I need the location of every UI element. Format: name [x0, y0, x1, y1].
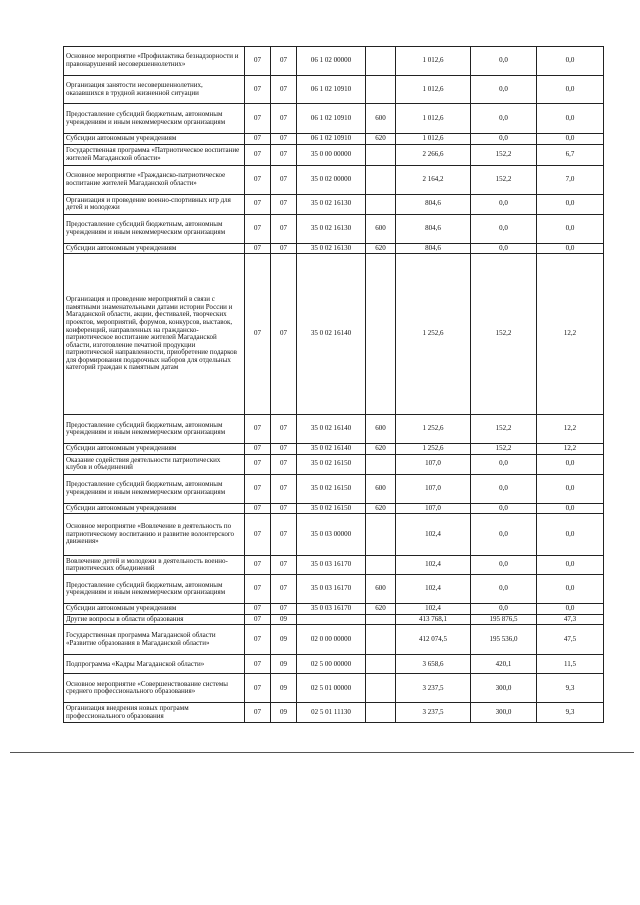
cell-planned: 1 012,6 [396, 76, 471, 104]
table-row [64, 144, 604, 165]
cell-target-article: 35 0 03 16170 [297, 556, 366, 575]
cell-expense-type [366, 703, 396, 723]
cell-target-article: 35 0 02 16140 [297, 254, 366, 415]
cell-section: 07 [245, 604, 271, 615]
cell-expense-type: 600 [366, 474, 396, 503]
cell-executed: 152,2 [471, 415, 537, 444]
cell-name: Подпрограмма «Кадры Магаданской области» [64, 655, 245, 674]
cell-subsection: 07 [271, 134, 297, 145]
cell-percent: 0,0 [537, 474, 604, 503]
cell-percent: 47,5 [537, 625, 604, 655]
cell-executed: 300,0 [471, 703, 537, 723]
table-row [64, 254, 604, 415]
cell-name: Государственная программа Магаданской области «Развитие образования в Магаданской области» [64, 625, 245, 655]
cell-expense-type: 620 [366, 604, 396, 615]
cell-name: Субсидии автономным учреждениям [64, 134, 245, 145]
cell-percent: 9,3 [537, 674, 604, 703]
cell-section: 07 [245, 194, 271, 214]
cell-name: Другие вопросы в области образования [64, 614, 245, 625]
cell-percent: 12,2 [537, 415, 604, 444]
cell-percent: 6,7 [537, 144, 604, 165]
cell-planned: 102,4 [396, 604, 471, 615]
cell-name: Предоставление субсидий бюджетным, автономным учреждениям и иным некоммерческим организациям [64, 214, 245, 243]
cell-expense-type [366, 254, 396, 415]
cell-executed: 0,0 [471, 243, 537, 254]
cell-percent: 0,0 [537, 503, 604, 514]
cell-executed: 0,0 [471, 104, 537, 134]
cell-name: Основное мероприятие «Гражданско-патриотическое воспитание жителей Магаданской области» [64, 165, 245, 194]
cell-planned: 2 266,6 [396, 144, 471, 165]
cell-expense-type: 620 [366, 503, 396, 514]
cell-name: Организация и проведение военно-спортивных игр для детей и молодежи [64, 194, 245, 214]
cell-planned: 107,0 [396, 503, 471, 514]
cell-subsection: 07 [271, 454, 297, 474]
cell-target-article: 35 0 02 16130 [297, 194, 366, 214]
cell-subsection: 07 [271, 165, 297, 194]
cell-target-article: 35 0 03 00000 [297, 514, 366, 556]
cell-section: 07 [245, 134, 271, 145]
cell-planned: 3 237,5 [396, 703, 471, 723]
cell-name: Основное мероприятие «Профилактика безнадзорности и правонарушений несовершеннолетних» [64, 47, 245, 76]
cell-section: 07 [245, 674, 271, 703]
cell-planned: 804,6 [396, 214, 471, 243]
table-row [64, 703, 604, 723]
cell-subsection: 07 [271, 104, 297, 134]
cell-name: Оказание содействия деятельности патриотических клубов и объединений [64, 454, 245, 474]
cell-subsection: 07 [271, 444, 297, 455]
cell-executed: 152,2 [471, 254, 537, 415]
cell-name: Организация внедрения новых программ профессионального образования [64, 703, 245, 723]
cell-planned: 2 164,2 [396, 165, 471, 194]
cell-planned: 107,0 [396, 474, 471, 503]
table-row [64, 243, 604, 254]
cell-executed: 420,1 [471, 655, 537, 674]
cell-executed: 195 536,0 [471, 625, 537, 655]
table-row [64, 575, 604, 604]
table-row [64, 614, 604, 625]
cell-expense-type: 600 [366, 104, 396, 134]
table-row [64, 625, 604, 655]
cell-planned: 102,4 [396, 575, 471, 604]
cell-executed: 152,2 [471, 165, 537, 194]
cell-expense-type: 600 [366, 214, 396, 243]
cell-target-article: 35 0 02 16130 [297, 243, 366, 254]
cell-subsection: 09 [271, 625, 297, 655]
cell-target-article: 35 0 02 16140 [297, 415, 366, 444]
cell-planned: 1 252,6 [396, 254, 471, 415]
table-row [64, 194, 604, 214]
cell-planned: 1 012,6 [396, 47, 471, 76]
cell-percent: 11,5 [537, 655, 604, 674]
cell-executed: 195 876,5 [471, 614, 537, 625]
cell-planned: 413 768,1 [396, 614, 471, 625]
cell-executed: 0,0 [471, 76, 537, 104]
cell-expense-type: 620 [366, 243, 396, 254]
cell-section: 07 [245, 243, 271, 254]
cell-executed: 0,0 [471, 514, 537, 556]
cell-percent: 9,3 [537, 703, 604, 723]
cell-name: Организация и проведение мероприятий в связи с памятными знаменательными датами истории России и Магаданской области, акции, фестивалей, творческих проектов, мероприятий, форумов, конкурсов, выставок, конференций, направленных на гражданско-патриотическое воспитание жителей Магаданской области, изготовление печатной продукции патриотической направленности, приобретение подарков для формирования подарочных наборов для отдельных категорий граждан к памятным датам [64, 254, 245, 415]
cell-executed: 0,0 [471, 556, 537, 575]
cell-planned: 102,4 [396, 556, 471, 575]
cell-planned: 3 237,5 [396, 674, 471, 703]
cell-expense-type [366, 47, 396, 76]
cell-expense-type [366, 165, 396, 194]
cell-subsection: 09 [271, 703, 297, 723]
cell-section: 07 [245, 556, 271, 575]
cell-expense-type [366, 514, 396, 556]
cell-planned: 1 012,6 [396, 134, 471, 145]
cell-percent: 0,0 [537, 243, 604, 254]
cell-target-article: 06 1 02 10910 [297, 104, 366, 134]
cell-target-article: 06 1 02 10910 [297, 134, 366, 145]
cell-executed: 0,0 [471, 47, 537, 76]
cell-target-article: 35 0 02 00000 [297, 165, 366, 194]
cell-expense-type [366, 454, 396, 474]
table-row [64, 134, 604, 145]
table-row [64, 214, 604, 243]
cell-target-article: 02 5 00 00000 [297, 655, 366, 674]
cell-subsection: 09 [271, 655, 297, 674]
table-row [64, 165, 604, 194]
cell-expense-type [366, 144, 396, 165]
cell-section: 07 [245, 254, 271, 415]
cell-target-article: 35 0 02 16130 [297, 214, 366, 243]
cell-expense-type [366, 655, 396, 674]
cell-target-article: 35 0 02 16150 [297, 503, 366, 514]
cell-section: 07 [245, 703, 271, 723]
cell-subsection: 07 [271, 144, 297, 165]
cell-section: 07 [245, 144, 271, 165]
table-row [64, 454, 604, 474]
cell-name: Вовлечение детей и молодежи в деятельность военно-патриотических объединений [64, 556, 245, 575]
cell-executed: 0,0 [471, 503, 537, 514]
cell-name: Предоставление субсидий бюджетным, автономным учреждениям и иным некоммерческим организациям [64, 104, 245, 134]
cell-section: 07 [245, 76, 271, 104]
cell-planned: 412 074,5 [396, 625, 471, 655]
cell-percent: 0,0 [537, 104, 604, 134]
cell-name: Предоставление субсидий бюджетным, автономным учреждениям и иным некоммерческим организациям [64, 474, 245, 503]
table-row [64, 655, 604, 674]
cell-percent: 0,0 [537, 454, 604, 474]
cell-section: 07 [245, 454, 271, 474]
cell-section: 07 [245, 503, 271, 514]
cell-executed: 300,0 [471, 674, 537, 703]
table-row [64, 104, 604, 134]
cell-subsection: 07 [271, 575, 297, 604]
cell-section: 07 [245, 415, 271, 444]
cell-target-article: 35 0 02 16150 [297, 454, 366, 474]
cell-planned: 804,6 [396, 194, 471, 214]
cell-name: Предоставление субсидий бюджетным, автономным учреждениям и иным некоммерческим организациям [64, 415, 245, 444]
cell-subsection: 07 [271, 503, 297, 514]
table-row [64, 514, 604, 556]
cell-name: Основное мероприятие «Совершенствование системы среднего профессионального образования» [64, 674, 245, 703]
cell-subsection: 07 [271, 556, 297, 575]
cell-expense-type: 600 [366, 415, 396, 444]
cell-section: 07 [245, 655, 271, 674]
table-row [64, 474, 604, 503]
cell-name: Субсидии автономным учреждениям [64, 444, 245, 455]
table-row [64, 556, 604, 575]
cell-executed: 0,0 [471, 454, 537, 474]
cell-planned: 1 252,6 [396, 415, 471, 444]
cell-percent: 0,0 [537, 604, 604, 615]
cell-target-article: 35 0 02 16140 [297, 444, 366, 455]
cell-subsection: 07 [271, 194, 297, 214]
cell-expense-type: 620 [366, 444, 396, 455]
cell-expense-type [366, 76, 396, 104]
cell-planned: 1 252,6 [396, 444, 471, 455]
table-row [64, 674, 604, 703]
cell-section: 07 [245, 625, 271, 655]
cell-section: 07 [245, 104, 271, 134]
budget-table [63, 46, 604, 723]
cell-name: Государственная программа «Патриотическое воспитание жителей Магаданской области» [64, 144, 245, 165]
cell-executed: 0,0 [471, 214, 537, 243]
table-row [64, 415, 604, 444]
cell-planned: 102,4 [396, 514, 471, 556]
cell-subsection: 07 [271, 47, 297, 76]
cell-target-article: 35 0 03 16170 [297, 604, 366, 615]
cell-subsection: 07 [271, 243, 297, 254]
cell-expense-type [366, 614, 396, 625]
cell-percent: 0,0 [537, 76, 604, 104]
cell-percent: 0,0 [537, 47, 604, 76]
cell-percent: 7,0 [537, 165, 604, 194]
table-row [64, 604, 604, 615]
cell-executed: 152,2 [471, 444, 537, 455]
cell-target-article: 35 0 00 00000 [297, 144, 366, 165]
cell-executed: 0,0 [471, 575, 537, 604]
cell-section: 07 [245, 444, 271, 455]
table-row [64, 503, 604, 514]
cell-section: 07 [245, 214, 271, 243]
cell-expense-type: 620 [366, 134, 396, 145]
cell-section: 07 [245, 575, 271, 604]
table-row [64, 444, 604, 455]
cell-section: 07 [245, 514, 271, 556]
cell-percent: 47,3 [537, 614, 604, 625]
cell-name: Организация занятости несовершеннолетних, оказавшихся в трудной жизненной ситуации [64, 76, 245, 104]
cell-name: Субсидии автономным учреждениям [64, 604, 245, 615]
cell-subsection: 07 [271, 514, 297, 556]
cell-executed: 0,0 [471, 194, 537, 214]
cell-percent: 12,2 [537, 254, 604, 415]
cell-percent: 0,0 [537, 134, 604, 145]
cell-expense-type: 600 [366, 575, 396, 604]
cell-executed: 0,0 [471, 134, 537, 145]
cell-planned: 107,0 [396, 454, 471, 474]
cell-target-article: 02 5 01 00000 [297, 674, 366, 703]
cell-executed: 0,0 [471, 474, 537, 503]
cell-target-article: 06 1 02 00000 [297, 47, 366, 76]
cell-expense-type [366, 625, 396, 655]
cell-planned: 3 658,6 [396, 655, 471, 674]
cell-name: Субсидии автономным учреждениям [64, 503, 245, 514]
cell-percent: 0,0 [537, 514, 604, 556]
cell-name: Субсидии автономным учреждениям [64, 243, 245, 254]
cell-percent: 0,0 [537, 575, 604, 604]
cell-section: 07 [245, 47, 271, 76]
cell-executed: 0,0 [471, 604, 537, 615]
cell-expense-type [366, 556, 396, 575]
cell-name: Основное мероприятие «Вовлечение в деятельность по патриотическому воспитанию и развитие волонтерского движения» [64, 514, 245, 556]
cell-subsection: 09 [271, 614, 297, 625]
cell-planned: 804,6 [396, 243, 471, 254]
cell-section: 07 [245, 474, 271, 503]
table-row [64, 47, 604, 76]
cell-section: 07 [245, 614, 271, 625]
cell-target-article: 35 0 03 16170 [297, 575, 366, 604]
cell-executed: 152,2 [471, 144, 537, 165]
cell-percent: 12,2 [537, 444, 604, 455]
cell-subsection: 07 [271, 76, 297, 104]
cell-percent: 0,0 [537, 194, 604, 214]
cell-subsection: 07 [271, 214, 297, 243]
cell-subsection: 09 [271, 674, 297, 703]
table-body [64, 47, 604, 723]
page-bottom-rule [10, 752, 634, 753]
cell-subsection: 07 [271, 254, 297, 415]
cell-target-article: 06 1 02 10910 [297, 76, 366, 104]
cell-target-article: 35 0 02 16150 [297, 474, 366, 503]
cell-subsection: 07 [271, 474, 297, 503]
table-row [64, 76, 604, 104]
cell-section: 07 [245, 165, 271, 194]
cell-subsection: 07 [271, 604, 297, 615]
cell-expense-type [366, 194, 396, 214]
cell-target-article: 02 0 00 00000 [297, 625, 366, 655]
cell-name: Предоставление субсидий бюджетным, автономным учреждениям и иным некоммерческим организациям [64, 575, 245, 604]
cell-percent: 0,0 [537, 214, 604, 243]
cell-target-article [297, 614, 366, 625]
cell-planned: 1 012,6 [396, 104, 471, 134]
cell-percent: 0,0 [537, 556, 604, 575]
cell-target-article: 02 5 01 11130 [297, 703, 366, 723]
cell-subsection: 07 [271, 415, 297, 444]
cell-expense-type [366, 674, 396, 703]
